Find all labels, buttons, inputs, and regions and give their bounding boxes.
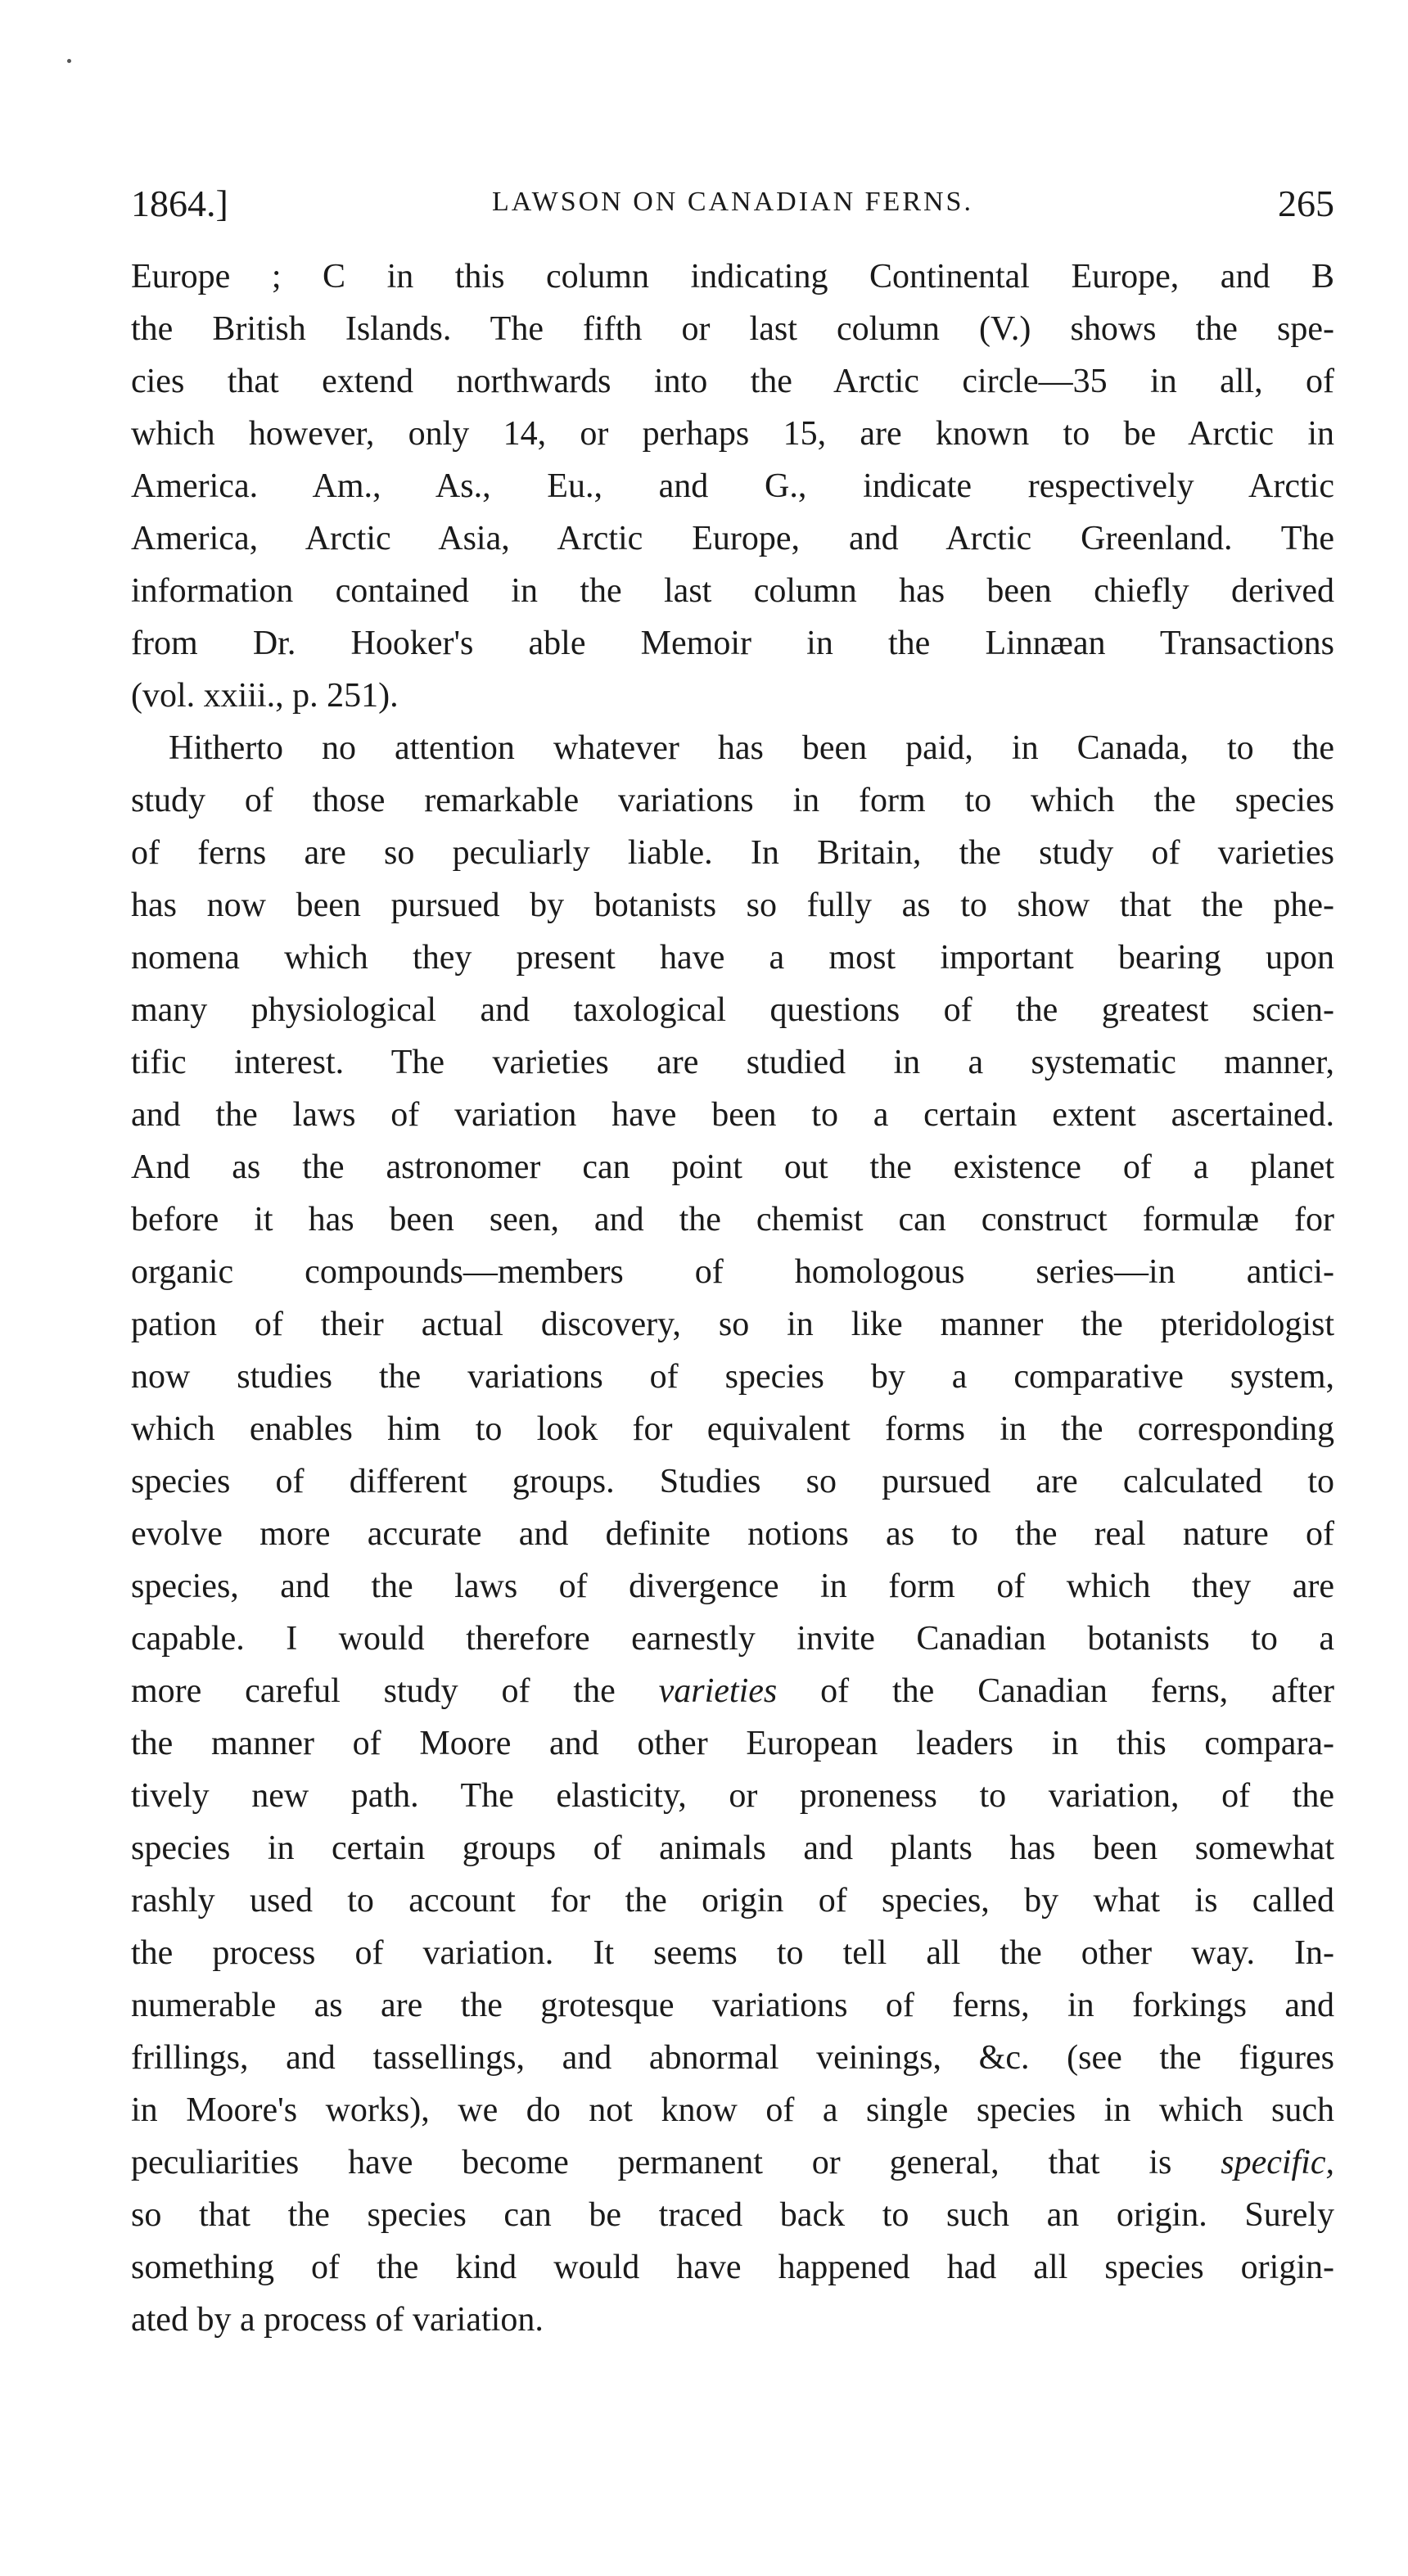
paragraph-continuation <box>131 250 1334 722</box>
text-line: America, Arctic Asia, Arctic Europe, and Arctic Greenland. The <box>131 520 1334 557</box>
text-line: tific interest. The varieties are studied in a systematic manner, <box>131 1044 1334 1081</box>
text-line: species of different groups. Studies so pursued are calculated to <box>131 1463 1334 1500</box>
running-header <box>131 182 1334 231</box>
text-line: species, and the laws of divergence in form of which they are <box>131 1568 1334 1605</box>
text-line: ated by a process of variation. <box>131 2301 544 2339</box>
page-number: 265 <box>1278 183 1334 224</box>
text-line: something of the kind would have happened had all species origin- <box>131 2249 1334 2286</box>
text-line: (vol. xxiii., p. 251). <box>131 677 399 715</box>
text-line: in Moore's works), we do not know of a single species in which such <box>131 2091 1334 2129</box>
text-line: evolve more accurate and definite notions as to the real nature of <box>131 1515 1334 1553</box>
text-line: many physiological and taxological questions of the greatest scien- <box>131 991 1334 1029</box>
text-line: information contained in the last column has been chiefly derived <box>131 572 1334 610</box>
text-line: the process of variation. It seems to tell all the other way. In- <box>131 1934 1334 1972</box>
body-text <box>131 250 1334 2346</box>
text-line: frillings, and tassellings, and abnormal veinings, &c. (see the figures <box>131 2039 1334 2077</box>
italic-specific: specific, <box>1221 2144 1334 2181</box>
text-line: capable. I would therefore earnestly invite Canadian botanists to a <box>131 1620 1334 1658</box>
paragraph-varieties <box>131 722 1334 2346</box>
text-line: America. Am., As., Eu., and G., indicate respectively Arctic <box>131 467 1334 505</box>
scan-speck <box>67 59 71 63</box>
text-line: which however, only 14, or perhaps 15, are known to be Arctic in <box>131 415 1334 453</box>
text-line: Europe ; C in this column indicating Continental Europe, and B <box>131 258 1334 295</box>
header-year: 1864.] <box>131 183 228 224</box>
text-line: organic compounds—members of homologous series—in antici- <box>131 1253 1334 1291</box>
header-title: LAWSON ON CANADIAN FERNS. <box>492 187 973 217</box>
text-line: Hitherto no attention whatever has been paid, in Canada, to the <box>169 729 1334 767</box>
text-segment: more careful study of the <box>131 1672 659 1710</box>
text-line: species in certain groups of animals and plants has been somewhat <box>131 1829 1334 1867</box>
text-line: and the laws of variation have been to a certain extent ascertained. <box>131 1096 1334 1134</box>
text-line: which enables him to look for equivalent forms in the corresponding <box>131 1410 1334 1448</box>
italic-varieties: varieties <box>658 1672 778 1710</box>
text-line: study of those remarkable variations in form to which the species <box>131 782 1334 819</box>
text-line: numerable as are the grotesque variations of ferns, in forkings and <box>131 1987 1334 2024</box>
text-line: before it has been seen, and the chemist can construct formulæ for <box>131 1201 1334 1238</box>
text-line: cies that extend northwards into the Arctic circle—35 in all, of <box>131 363 1334 400</box>
text-line: now studies the variations of species by a comparative system, <box>131 1358 1334 1396</box>
text-segment: peculiarities have become permanent or general, that is <box>131 2144 1221 2181</box>
text-line: so that the species can be traced back to such an origin. Surely <box>131 2196 1334 2234</box>
text-line: pation of their actual discovery, so in like manner the pteridologist <box>131 1306 1334 1343</box>
text-line: nomena which they present have a most important bearing upon <box>131 939 1334 977</box>
text-line: tively new path. The elasticity, or proneness to variation, of the <box>131 1777 1334 1815</box>
text-line: the manner of Moore and other European leaders in this compara- <box>131 1725 1334 1762</box>
text-segment: of the Canadian ferns, after <box>777 1672 1334 1710</box>
text-line: the British Islands. The fifth or last column (V.) shows the spe- <box>131 310 1334 348</box>
text-line: of ferns are so peculiarly liable. In Britain, the study of varieties <box>131 834 1334 872</box>
text-line-with-italic <box>131 2136 1334 2189</box>
text-line: And as the astronomer can point out the existence of a planet <box>131 1148 1334 1186</box>
text-line: from Dr. Hooker's able Memoir in the Linnæan Transactions <box>131 625 1334 662</box>
text-line: rashly used to account for the origin of species, by what is called <box>131 1882 1334 1920</box>
text-line-with-italic <box>131 1665 1334 1717</box>
text-line: has now been pursued by botanists so fully as to show that the phe- <box>131 886 1334 924</box>
